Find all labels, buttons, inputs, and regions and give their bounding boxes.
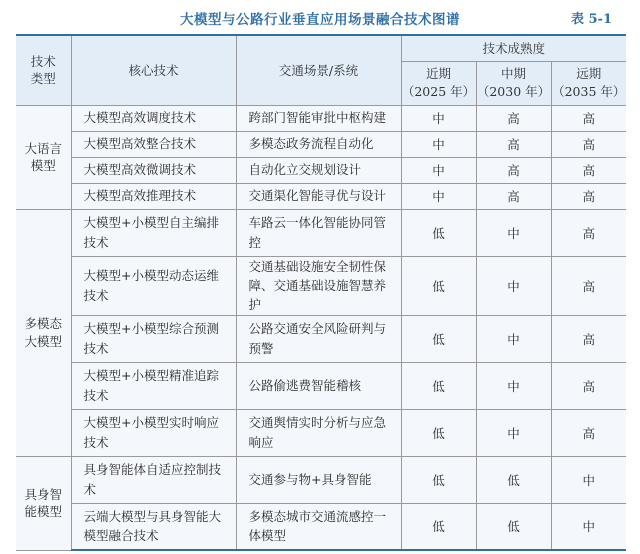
core-tech-cell: 大模型高效调度技术	[71, 105, 236, 131]
category-llm-label: 大语言模型	[24, 140, 62, 173]
table-row	[16, 503, 626, 550]
category-embodied	[16, 456, 71, 550]
period-mid-label: 中期	[500, 65, 526, 81]
scene-cell: 公路交通安全风险研判与预警	[236, 315, 401, 362]
maturity-mid-cell: 低	[476, 503, 551, 550]
maturity-near-cell: 中	[401, 105, 476, 131]
period-far-label: 远期	[576, 65, 602, 81]
maturity-mid-cell: 低	[476, 456, 551, 503]
scene-cell: 公路偷逃费智能稽核	[236, 362, 401, 409]
maturity-mid-cell: 高	[476, 183, 551, 209]
period-near-label: 近期	[425, 65, 451, 81]
scene-cell: 交通基础设施安全韧性保障、交通基础设施智慧养护	[236, 256, 401, 315]
scene-cell: 交通舆情实时分析与应急响应	[236, 409, 401, 456]
category-multimodal-label: 多模态大模型	[24, 316, 62, 349]
table-row	[16, 315, 626, 362]
core-tech-cell: 大模型+小模型动态运维技术	[71, 256, 236, 315]
maturity-mid-cell: 中	[476, 362, 551, 409]
category-llm	[16, 105, 71, 209]
maturity-near-cell: 低	[401, 256, 476, 315]
maturity-far-cell: 高	[551, 183, 626, 209]
maturity-far-cell: 高	[551, 131, 626, 157]
scene-cell: 车路云一体化智能协同管控	[236, 209, 401, 256]
category-embodied-label: 具身智能模型	[24, 486, 62, 520]
table-row	[16, 362, 626, 409]
maturity-far-cell: 高	[551, 209, 626, 256]
maturity-far-cell: 高	[551, 362, 626, 409]
scene-cell: 交通渠化智能寻优与设计	[236, 183, 401, 209]
scene-cell: 交通参与物+具身智能	[236, 456, 401, 503]
table-row	[16, 131, 626, 157]
table-title: 大模型与公路行业垂直应用场景融合技术图谱	[180, 12, 460, 28]
header-period-far	[551, 61, 626, 105]
scene-cell: 多模态城市交通流感控一体模型	[236, 503, 401, 550]
header-period-near	[401, 61, 476, 105]
core-tech-cell: 大模型高效整合技术	[71, 131, 236, 157]
table-row	[16, 183, 626, 209]
core-tech-cell: 大模型+小模型精准追踪技术	[71, 362, 236, 409]
maturity-mid-cell: 高	[476, 105, 551, 131]
maturity-mid-cell: 中	[476, 315, 551, 362]
period-far-year: （2035 年）	[552, 84, 626, 99]
maturity-mid-cell: 高	[476, 131, 551, 157]
category-multimodal	[16, 209, 71, 456]
maturity-near-cell: 中	[401, 131, 476, 157]
core-tech-cell: 具身智能体自适应控制技术	[71, 456, 236, 503]
core-tech-cell: 大模型高效推理技术	[71, 183, 236, 209]
table-row	[16, 409, 626, 456]
scene-cell: 自动化立交规划设计	[236, 157, 401, 183]
table-row	[16, 256, 626, 315]
period-mid-year: （2030 年）	[476, 84, 551, 99]
maturity-far-cell: 中	[551, 456, 626, 503]
maturity-far-cell: 高	[551, 315, 626, 362]
tech-map-table	[16, 34, 626, 551]
maturity-near-cell: 中	[401, 183, 476, 209]
table-row	[16, 105, 626, 131]
core-tech-cell: 大模型+小模型综合预测技术	[71, 315, 236, 362]
maturity-near-cell: 低	[401, 503, 476, 550]
core-tech-cell: 云端大模型与具身智能大模型融合技术	[71, 503, 236, 550]
maturity-near-cell: 低	[401, 409, 476, 456]
header-period-mid	[476, 61, 551, 105]
header-scene: 交通场景/系统	[236, 35, 401, 105]
maturity-near-cell: 低	[401, 362, 476, 409]
maturity-far-cell: 高	[551, 105, 626, 131]
core-tech-cell: 大模型高效微调技术	[71, 157, 236, 183]
maturity-near-cell: 低	[401, 209, 476, 256]
maturity-near-cell: 低	[401, 315, 476, 362]
maturity-mid-cell: 中	[476, 209, 551, 256]
maturity-far-cell: 中	[551, 503, 626, 550]
table-row	[16, 157, 626, 183]
header-core: 核心技术	[71, 35, 236, 105]
header-type-label: 技术类型	[30, 53, 56, 87]
scene-cell: 跨部门智能审批中枢构建	[236, 105, 401, 131]
maturity-near-cell: 中	[401, 157, 476, 183]
maturity-far-cell: 高	[551, 409, 626, 456]
core-tech-cell: 大模型+小模型自主编排技术	[71, 209, 236, 256]
maturity-mid-cell: 中	[476, 409, 551, 456]
maturity-near-cell: 低	[401, 456, 476, 503]
header-type	[16, 35, 71, 105]
header-maturity: 技术成熟度	[401, 35, 626, 61]
maturity-far-cell: 高	[551, 256, 626, 315]
scene-cell: 多模态政务流程自动化	[236, 131, 401, 157]
maturity-far-cell: 高	[551, 157, 626, 183]
table-row	[16, 456, 626, 503]
period-near-year: （2025 年）	[401, 84, 476, 99]
table-number: 表 5-1	[570, 12, 612, 27]
maturity-mid-cell: 高	[476, 157, 551, 183]
table-row	[16, 209, 626, 256]
core-tech-cell: 大模型+小模型实时响应技术	[71, 409, 236, 456]
maturity-mid-cell: 中	[476, 256, 551, 315]
